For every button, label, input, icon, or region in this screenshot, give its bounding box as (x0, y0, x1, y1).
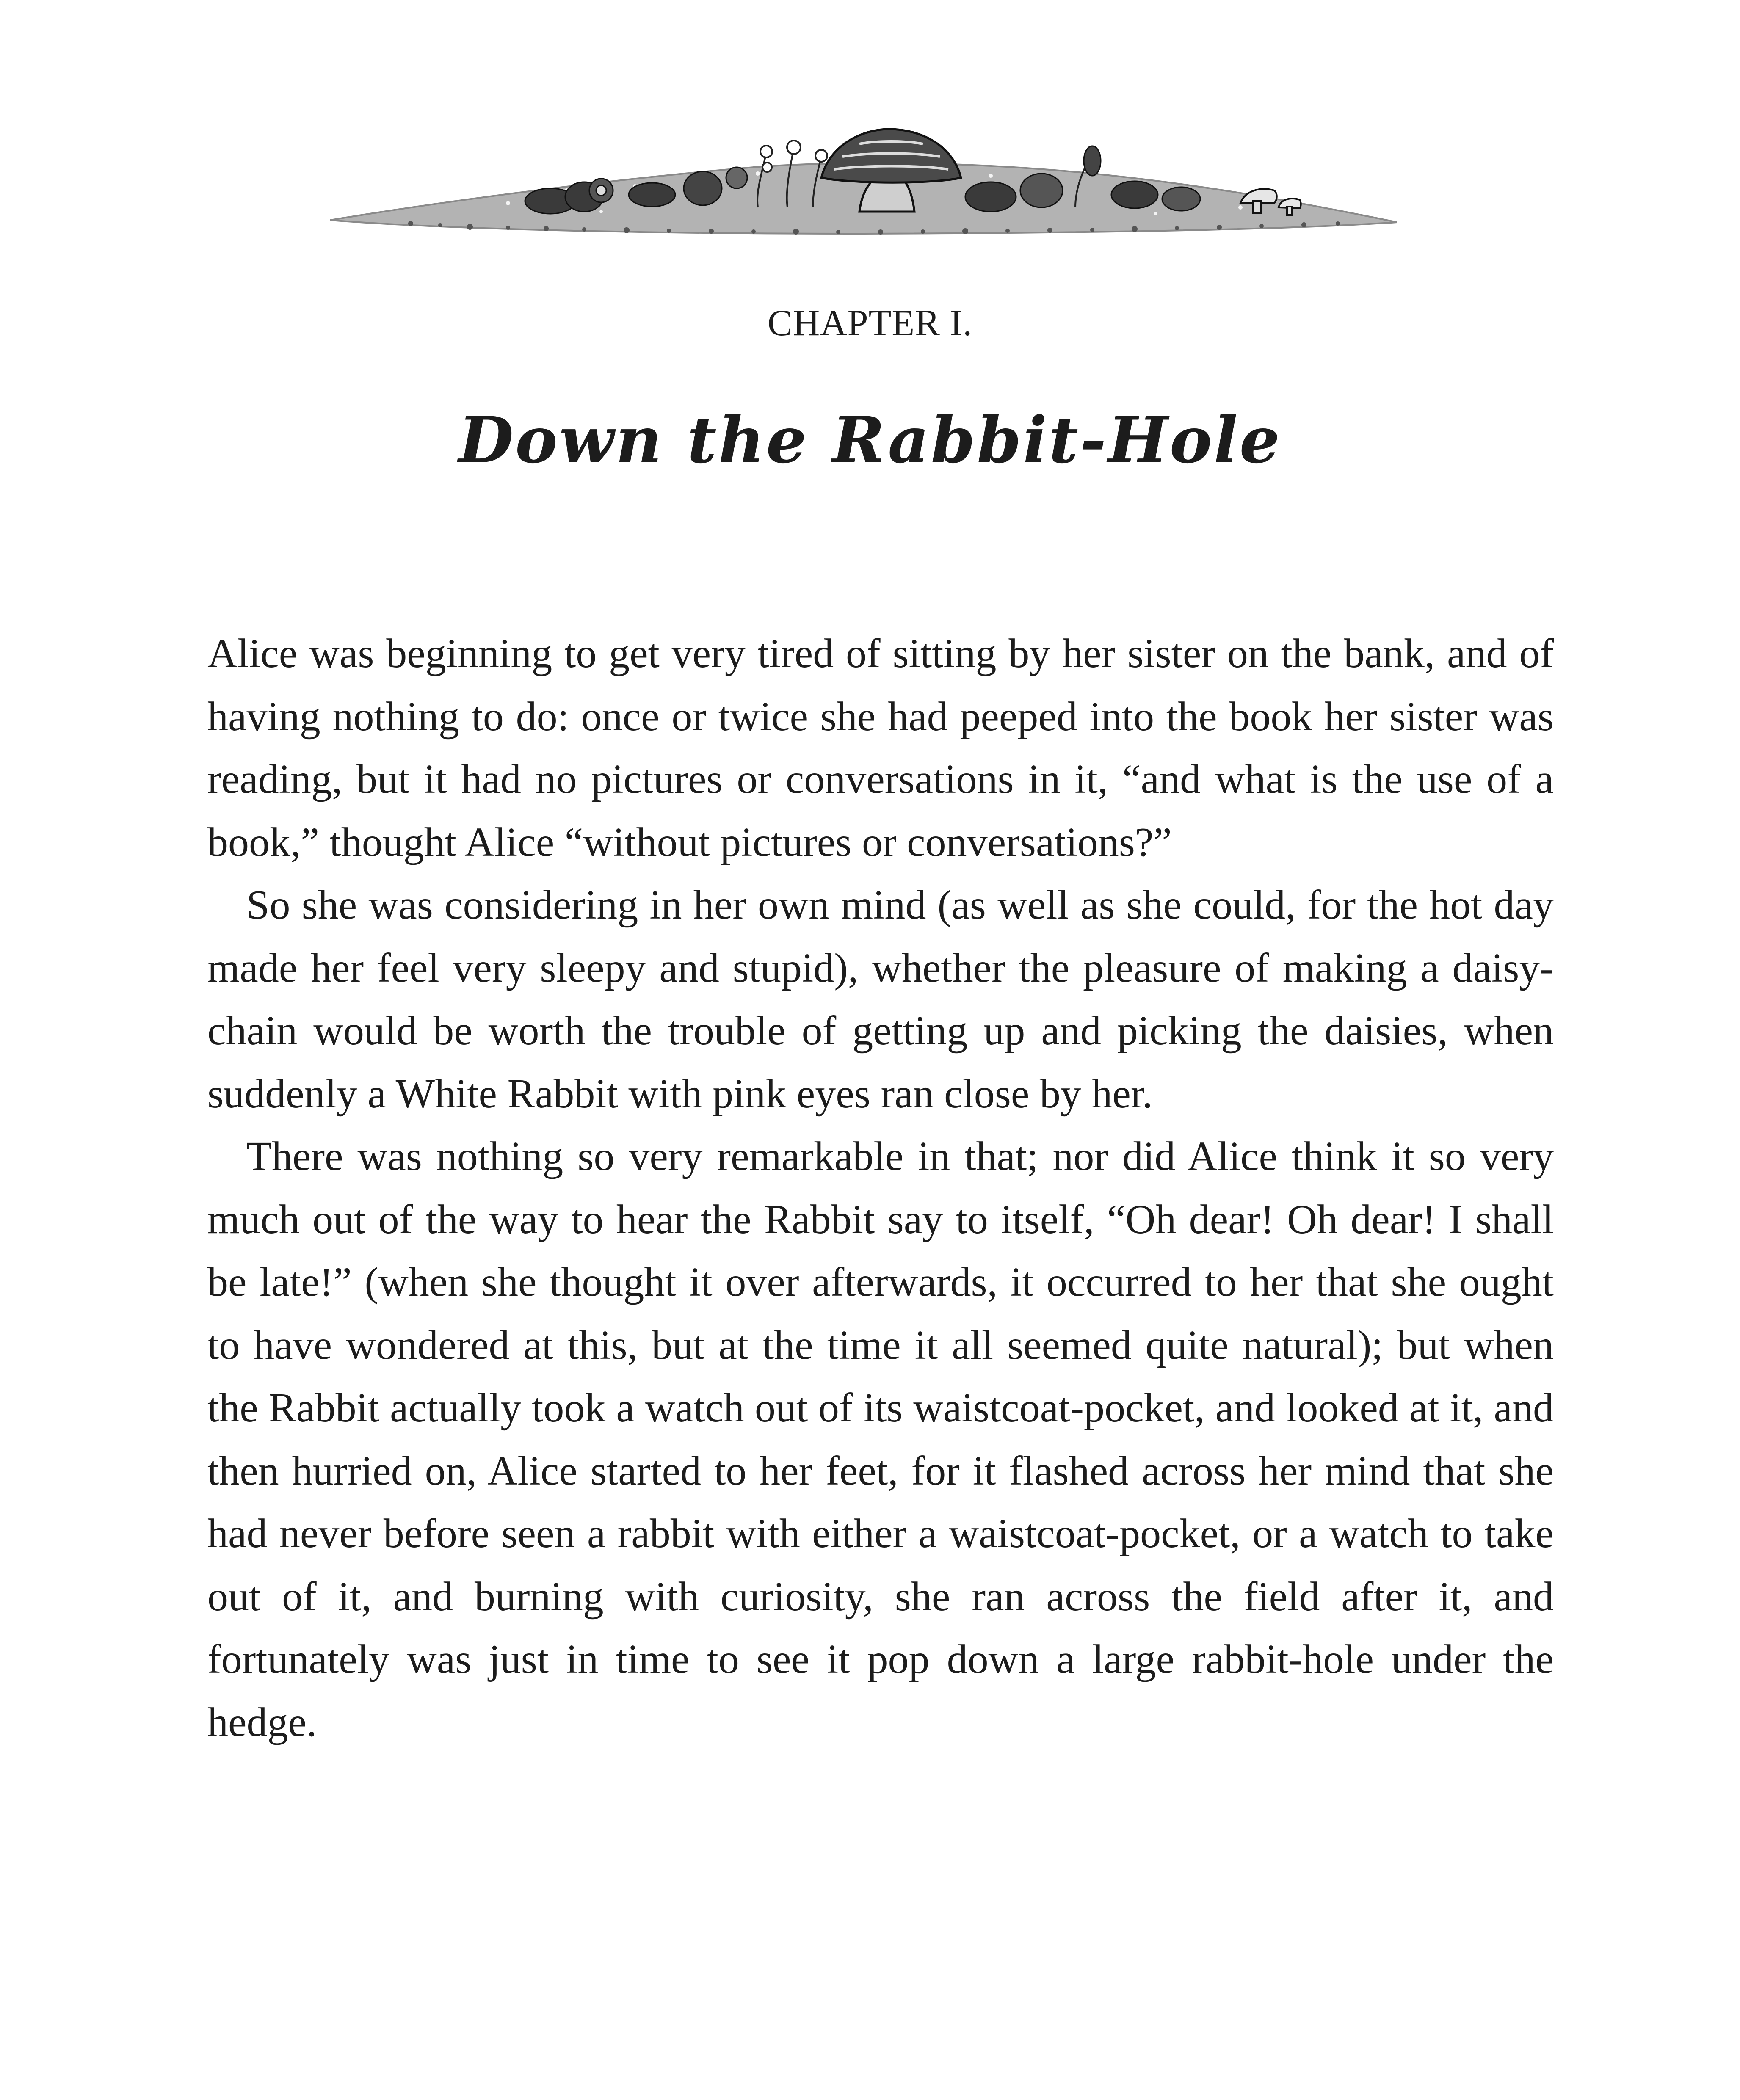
paragraph-2: So she was considering in her own mind (as well as she could, for the hot day made her feel very sleepy and stupid), whether the pleasure of making a daisy-chain would be worth the trouble of getting up and picking the daisies, when suddenly a White Rabbit with pink eyes ran close by her. (207, 882, 1554, 1117)
chapter-number: CHAPTER I. (767, 303, 973, 344)
paragraph-1: Alice was beginning to get very tired of sitting by her sister on the bank, and of having nothing to do: once or twice she had peeped into the book her sister was reading, but it had no pictures or conversations in it, “and what is the use of a book,” thought Alice “without pictures or conversations?” (207, 631, 1554, 865)
chapter-body (207, 622, 1554, 1754)
paragraph-3: There was nothing so very remarkable in that; nor did Alice think it so very much out of the way to hear the Rabbit say to itself, “Oh dear! Oh dear! I shall be late!” (when she thought it over afterwards, it occurred to her that she ought to have wondered at this, but at the time it all seemed quite natural); but when the Rabbit actually took a watch out of its waistcoat-pocket, and looked at it, and then hurried on, Alice started to her feet, for it flashed across her mind that she had never before seen a rabbit with either a waistcoat-pocket, or a watch to take out of it, and burning with curiosity, she ran across the field after it, and fortunately was just in time to see it pop down a large rabbit-hole under the hedge. (207, 1134, 1554, 1745)
mushroom-meadow-illustration-icon (330, 127, 1397, 250)
chapter-title: Down the Rabbit-Hole (458, 403, 1282, 477)
